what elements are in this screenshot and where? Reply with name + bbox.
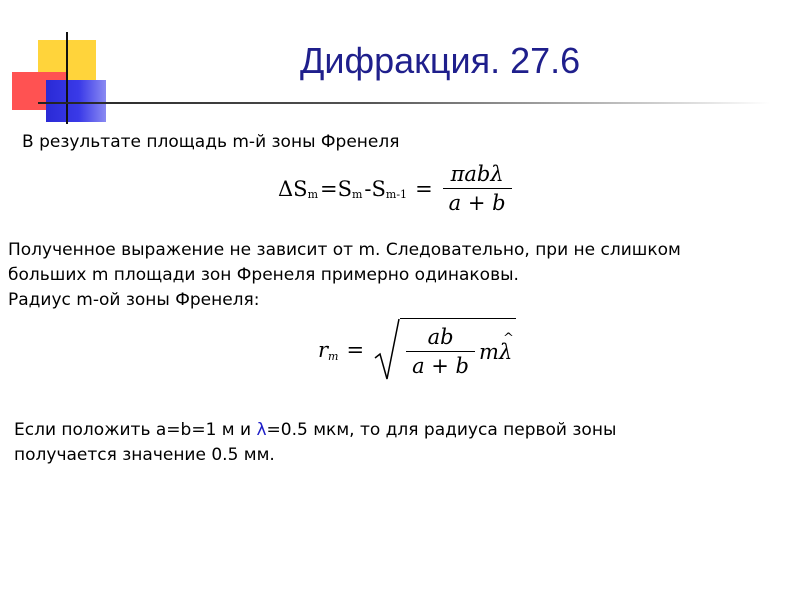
- example-line-1: [14, 418, 616, 443]
- formula1-minus-sub: m-1: [385, 188, 408, 201]
- formula2-denominator: a + b: [406, 351, 475, 378]
- formula2-radicand: [400, 318, 516, 382]
- radical-sign-icon: [374, 318, 400, 382]
- explanation-line-3: Радиус m-ой зоны Френеля:: [8, 290, 260, 310]
- formula2-numerator: ab: [427, 325, 454, 349]
- formula1-eq2: =: [415, 176, 433, 201]
- formula-zone-radius: [318, 318, 516, 382]
- formula1-denominator: a + b: [443, 188, 512, 215]
- decor-blue-square: [46, 80, 106, 122]
- formula2-fraction: [406, 325, 475, 378]
- explanation-line-2: больших m площади зон Френеля примерно одинаковы.: [8, 265, 519, 285]
- explanation-text: [8, 238, 681, 313]
- formula1-numerator: πabλ: [450, 162, 504, 186]
- formula1-eq1-sub: m: [351, 188, 363, 201]
- slide-title: Дифракция. 27.6: [300, 40, 581, 81]
- formula2-sqrt: [374, 318, 516, 382]
- formula-zone-area: [278, 162, 516, 215]
- formula1-lhs-sub: m: [307, 188, 318, 201]
- decor-vertical-line: [66, 32, 68, 124]
- formula2-eq: =: [346, 338, 365, 362]
- example-line-1-start: Если положить a=b=1 м и: [14, 420, 257, 440]
- title-underline: [38, 102, 770, 104]
- example-text: [14, 418, 616, 468]
- example-line-2: получается значение 0.5 мм.: [14, 445, 275, 465]
- formula1-fraction: [443, 162, 512, 215]
- formula1-minus: -S: [364, 176, 386, 201]
- example-line-1-end: =0.5 мкм, то для радиуса первой зоны: [266, 420, 617, 440]
- formula2-lhs: r: [318, 338, 329, 362]
- explanation-line-1: Полученное выражение не зависит от m. Следовательно, при не слишком: [8, 240, 681, 260]
- formula2-tail-lambda: ^ λ: [499, 340, 512, 364]
- intro-line: В результате площадь m-й зоны Френеля: [22, 132, 400, 152]
- formula2-lhs-sub: m: [328, 349, 339, 363]
- intro-text: [22, 130, 399, 155]
- formula1-eq1: =S: [320, 176, 352, 201]
- lambda-symbol: λ: [256, 420, 267, 440]
- formula2-tail-m: m: [479, 339, 499, 364]
- formula1-lhs: ΔS: [278, 176, 308, 201]
